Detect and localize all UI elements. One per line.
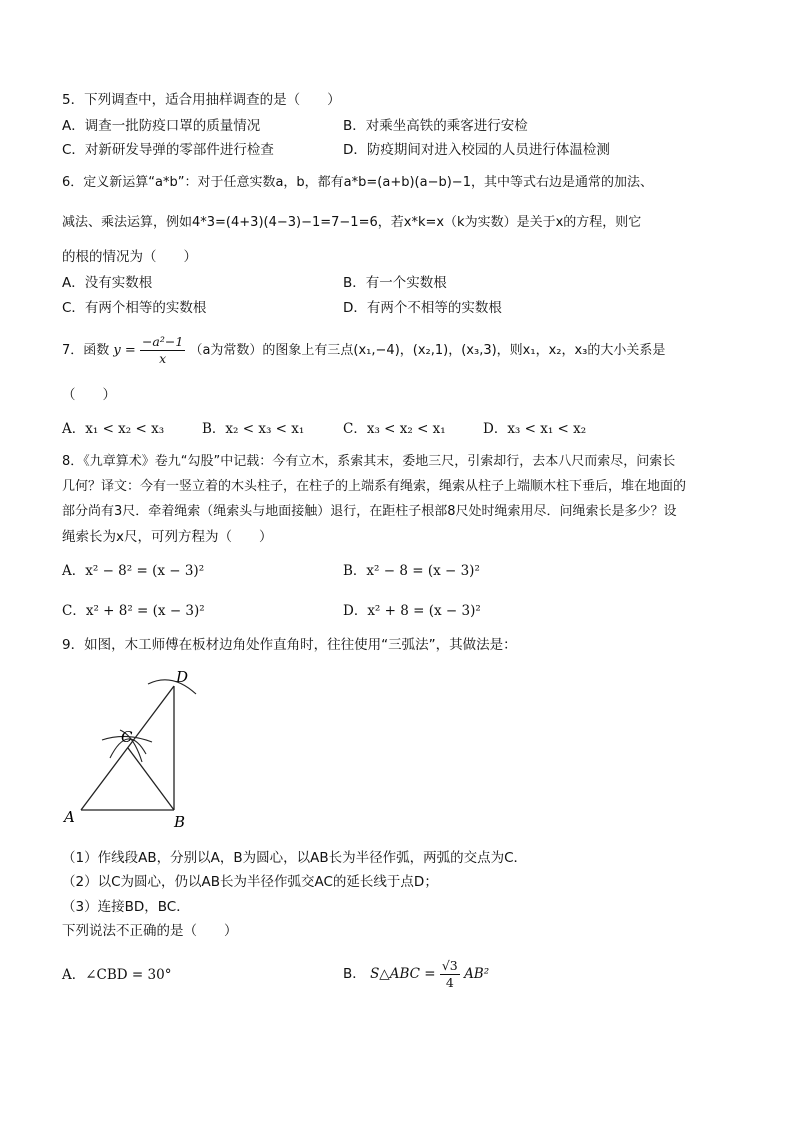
- q9-option-b-denominator: 4: [445, 974, 454, 990]
- q7-option-b: B．x₂ < x₃ < x₁: [202, 421, 305, 437]
- q8-option-a: A．x² − 8² = (x − 3)²: [62, 563, 205, 579]
- q6-option-d: D．有两个不相等的实数根: [343, 300, 502, 316]
- q8-option-d: D．x² + 8 = (x − 3)²: [343, 603, 481, 619]
- q7-option-d: D．x₃ < x₁ < x₂: [483, 421, 587, 437]
- q9-option-b-numerator: √3: [441, 957, 458, 973]
- q8-option-b: B．x² − 8 = (x − 3)²: [343, 563, 480, 579]
- q7-prefix: 7．函数: [62, 343, 110, 358]
- q9-option-a: A．∠CBD = 30°: [62, 967, 172, 983]
- q5-option-c: C．对新研发导弹的零部件进行检查: [62, 142, 274, 158]
- label-a: A: [64, 808, 75, 826]
- q8-option-c: C．x² + 8² = (x − 3)²: [62, 603, 205, 619]
- q5-option-b: B．对乘坐高铁的乘客进行安检: [343, 118, 528, 134]
- q5-stem: 5．下列调查中，适合用抽样调查的是（ ）: [62, 92, 341, 108]
- q8-stem-line4: 绳索长为x尺，可列方程为（ ）: [62, 529, 273, 545]
- q7-fraction-numerator: −a²−1: [141, 334, 184, 349]
- q6-stem-line2: 减法、乘法运算，例如4*3=(4+3)(4−3)−1=7−1=6，若x*k=x（k为实数）是关于x的方程，则它: [62, 215, 642, 230]
- q9-option-b-prefix: B．: [343, 966, 366, 982]
- q9-step-2: （2）以C为圆心，仍以AB长为半径作弧交AC的延长线于点D；: [62, 874, 438, 890]
- q7-fraction-denominator: x: [159, 351, 167, 366]
- q6-stem-line3: 的根的情况为（ ）: [62, 249, 197, 265]
- q5-option-d: D．防疫期间对进入校园的人员进行体温检测: [343, 142, 610, 158]
- q6-stem-line1: 6．定义新运算“a*b”：对于任意实数a，b，都有a*b=(a+b)(a−b)−1，其中等式右边是通常的加法、: [62, 175, 653, 190]
- q8-stem-line1: 8．《九章算术》卷九“勾股”中记载：今有立木，系索其末，委地三尺，引索却行，去本八尺而索尽，问索长: [62, 454, 676, 469]
- q9-step-1: （1）作线段AB，分别以A，B为圆心，以AB长为半径作弧，两弧的交点为C．: [62, 850, 528, 866]
- q6-option-a: A．没有实数根: [62, 275, 153, 291]
- q6-option-b: B．有一个实数根: [343, 275, 447, 291]
- q8-stem-line2: 几何？译文：今有一竖立着的木头柱子，在柱子的上端系有绳索，绳索从柱子上端顺木柱下垂后，堆在地面的: [62, 479, 687, 494]
- q9-option-b-fraction: [440, 958, 460, 991]
- label-d: D: [176, 668, 189, 686]
- q7-option-a: A．x₁ < x₂ < x₃: [62, 421, 165, 437]
- q9-question: 下列说法不正确的是（ ）: [62, 923, 238, 939]
- q9-option-b: [343, 954, 489, 994]
- q7-function-lhs: y =: [113, 343, 136, 358]
- segment-bc: [128, 748, 174, 810]
- q7-stem-line1: [62, 333, 665, 369]
- q7-option-c: C．x₃ < x₂ < x₁: [343, 421, 446, 437]
- q7-stem-line2: （ ）: [62, 387, 116, 403]
- q9-stem: 9．如图，木工师傅在板材边角处作直角时，往往使用“三弧法”，其做法是：: [62, 637, 517, 653]
- q8-stem-line3: 部分尚有3尺．牵着绳索（绳索头与地面接触）退行，在距柱子根部8尺处时绳索用尽．问绳索长是多少？设: [62, 504, 677, 519]
- label-c: C: [121, 728, 133, 746]
- q9-option-b-lhs: S△ABC =: [370, 966, 436, 982]
- q9-option-b-tail: AB²: [464, 966, 490, 982]
- arc-d: [148, 680, 196, 694]
- q5-option-a: A．调查一批防疫口罩的质量情况: [62, 118, 261, 134]
- q7-suffix: （a为常数）的图象上有三点(x₁,−4)，(x₂,1)，(x₃,3)，则x₁，x₂，x₃的大小关系是: [189, 343, 666, 358]
- q6-option-c: C．有两个相等的实数根: [62, 300, 207, 316]
- q7-fraction: [140, 334, 185, 367]
- q9-step-3: （3）连接BD，BC．: [62, 899, 190, 915]
- three-arc-figure: [60, 662, 210, 834]
- label-b: B: [174, 813, 186, 831]
